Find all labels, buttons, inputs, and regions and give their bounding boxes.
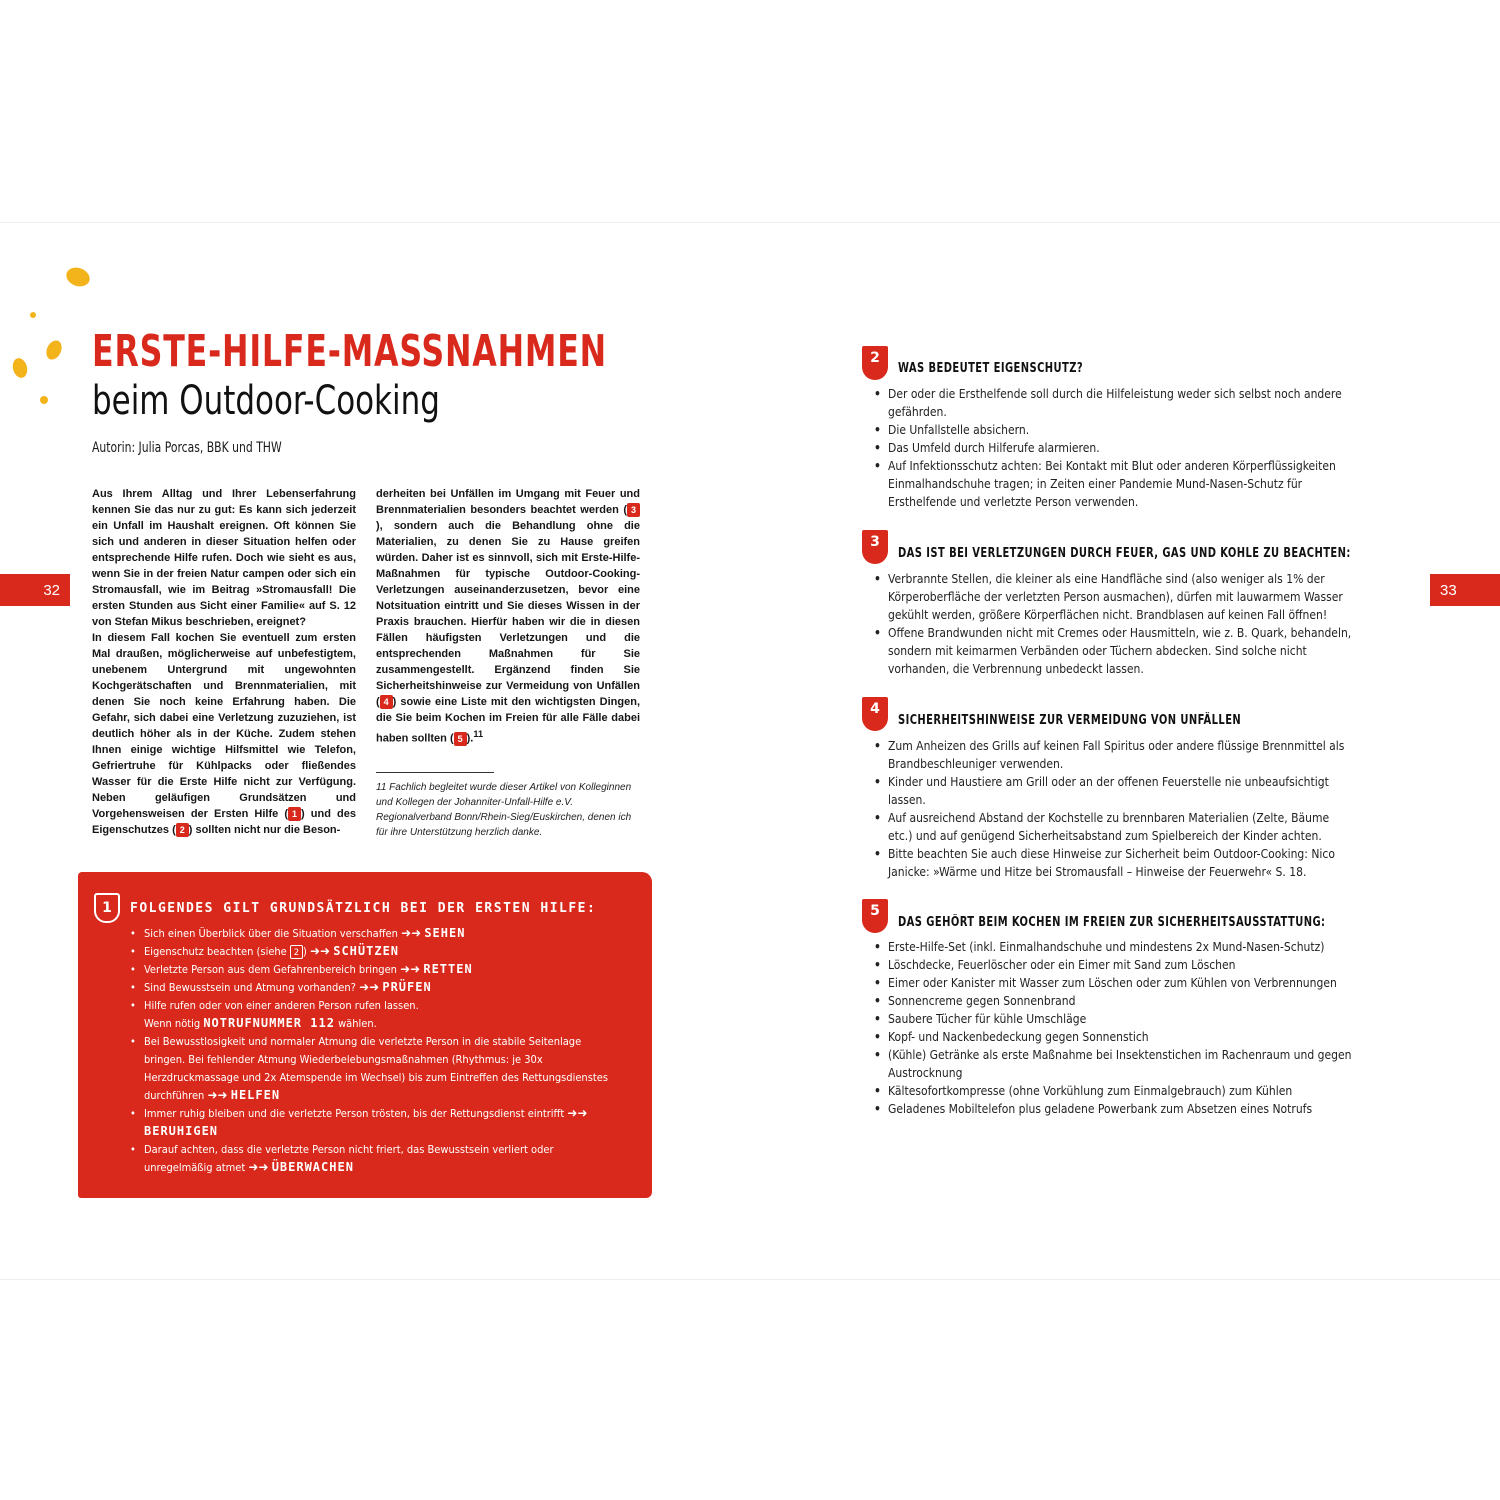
keyword: SEHEN bbox=[424, 926, 466, 940]
decor-dot bbox=[40, 396, 48, 404]
footnote-divider bbox=[376, 772, 494, 773]
footnote: 11 Fachlich begleitet wurde dieser Artikel von Kolleginnen und Kollegen der Johanniter-Unfall-Hilfe e.V. Regionalverband Bonn/Rhein-Sieg/Euskirchen, denen ich für ihre Unterstützung herzlich danke. bbox=[376, 782, 632, 838]
footnote-marker[interactable]: 11 bbox=[473, 729, 484, 739]
keyword: ÜBERWACHEN bbox=[271, 1160, 354, 1174]
section-heading: SICHERHEITSHINWEISE ZUR VERMEIDUNG VON UNFÄLLEN bbox=[898, 713, 1242, 728]
section-ref-badge[interactable]: 4 bbox=[380, 695, 393, 709]
list-item: • Kinder und Haustiere am Grill oder an der offenen Feuerstelle nie unbeaufsichtigt lassen. bbox=[872, 773, 1357, 809]
page-number-right: 33 bbox=[1430, 574, 1500, 606]
keyword: SCHÜTZEN bbox=[333, 944, 400, 958]
list-item: • Eigenschutz beachten (siehe 2 ) ➜➜ SCHÜTZEN bbox=[130, 943, 620, 961]
list-item: • Kältesofortkompresse (ohne Vorkühlung zum Einmalgebrauch) zum Kühlen bbox=[872, 1082, 1357, 1100]
section-list bbox=[872, 570, 1357, 678]
arrow-icon: ➜➜ bbox=[401, 926, 422, 940]
body-column-2 bbox=[376, 486, 640, 747]
page-title: ERSTE-HILFE-MASSNAHMEN bbox=[92, 326, 607, 377]
keyword: HELFEN bbox=[230, 1088, 281, 1102]
list-item: • Auf ausreichend Abstand der Kochstelle zu brennbaren Materialien (Zelte, Bäume etc.) und auf genügend Sicherheitsabstand zum Spielbereich der Kinder achten. bbox=[872, 809, 1357, 845]
section-ref-badge[interactable]: 1 bbox=[288, 807, 301, 821]
section-number-badge: 2 bbox=[862, 346, 888, 380]
arrow-icon: ➜➜ bbox=[248, 1160, 269, 1174]
page-subtitle: beim Outdoor-Cooking bbox=[92, 378, 440, 424]
author-line: Autorin: Julia Porcas, BBK und THW bbox=[92, 440, 282, 456]
list-item: • Geladenes Mobiltelefon plus geladene Powerbank zum Absetzen eines Notrufs bbox=[872, 1100, 1357, 1118]
decor-dot bbox=[30, 312, 36, 318]
body-paragraph: In diesem Fall kochen Sie eventuell zum ersten Mal draußen, möglicherweise auf unbefestigtem, unebenem Untergrund mit ungewohnten Kochgerätschaften und Brennmaterialien, mit denen Sie noch keine Erfahrung haben. Die Gefahr, sich dabei eine Verletzung zuzuziehen, ist deutlich höher als in der Küche. Zudem stehen Ihnen einige wichtige Hilfsmittel wie Telefon, Gefriertruhe für Kühlpacks oder fließendes Wasser für die Erste Hilfe nicht zur Verfügung. Neben geläufigen Grundsätzen und Vorgehensweisen der Ersten Hilfe ( 1 ) und des Eigenschutzes ( 2 ) sollten nicht nur die Beson- bbox=[92, 632, 357, 836]
section-list bbox=[872, 938, 1357, 1118]
page-number-left: 32 bbox=[0, 574, 70, 606]
list-item: • Immer ruhig bleiben und die verletzte Person trösten, bis der Rettungsdienst eintrifft ➜➜ BERUHIGEN bbox=[130, 1105, 620, 1141]
list-item: • Sonnencreme gegen Sonnenbrand bbox=[872, 992, 1357, 1010]
section-heading: DAS GEHÖRT BEIM KOCHEN IM FREIEN ZUR SICHERHEITSAUSSTATTUNG: bbox=[898, 915, 1326, 930]
list-item: • Eimer oder Kanister mit Wasser zum Löschen oder zum Kühlen von Verbrennungen bbox=[872, 974, 1357, 992]
list-item: • Das Umfeld durch Hilferufe alarmieren. bbox=[872, 439, 1342, 457]
section-list bbox=[872, 385, 1342, 511]
arrow-icon: ➜➜ bbox=[359, 980, 380, 994]
first-aid-list bbox=[130, 925, 620, 1177]
section-ref-badge[interactable]: 5 bbox=[454, 732, 467, 746]
section-ref-badge[interactable]: 2 bbox=[290, 945, 303, 959]
list-item: • Die Unfallstelle absichern. bbox=[872, 421, 1342, 439]
section-ref-badge[interactable]: 2 bbox=[176, 823, 189, 837]
section-list bbox=[872, 737, 1357, 881]
keyword: BERUHIGEN bbox=[144, 1124, 219, 1138]
arrow-icon: ➜➜ bbox=[207, 1088, 228, 1102]
list-item: • Offene Brandwunden nicht mit Cremes oder Hausmitteln, wie z. B. Quark, behandeln, sondern mit keimarmen Verbänden oder Tüchern abdecken. Sind solche nicht vorhanden, die Verbrennung unbedeckt lassen. bbox=[872, 624, 1357, 678]
emergency-number: NOTRUFNUMMER 112 bbox=[203, 1016, 335, 1030]
list-item: • Hilfe rufen oder von einer anderen Person rufen lassen. Wenn nötig NOTRUFNUMMER 112 wählen. bbox=[130, 997, 620, 1033]
list-item: • Sich einen Überblick über die Situation verschaffen ➜➜ SEHEN bbox=[130, 925, 620, 943]
list-item: • (Kühle) Getränke als erste Maßnahme bei Insektenstichen im Rachenraum und gegen Austrocknung bbox=[872, 1046, 1357, 1082]
list-item: • Zum Anheizen des Grills auf keinen Fall Spiritus oder andere flüssige Brennmittel als Brandbeschleuniger verwenden. bbox=[872, 737, 1357, 773]
keyword: RETTEN bbox=[423, 962, 473, 976]
list-item: • Auf Infektionsschutz achten: Bei Kontakt mit Blut oder anderen Körperflüssigkeiten Einmalhandschuhe tragen; in Zeiten einer Pandemie Mund-Nasen-Schutz für Ersthelfende und verletzte Person verwenden. bbox=[872, 457, 1342, 511]
section-ref-badge[interactable]: 3 bbox=[627, 503, 640, 517]
section-number-badge: 3 bbox=[862, 530, 888, 564]
list-item: • Kopf- und Nackenbedeckung gegen Sonnenstich bbox=[872, 1028, 1357, 1046]
body-paragraph: Aus Ihrem Alltag und Ihrer Lebenserfahrung kennen Sie das nur zu gut: Es kann sich jederzeit ein Unfall im Haushalt ereignen. Oft können Sie sich und anderen in dieser Situation helfen oder entsprechende Hilfe rufen. Doch wie sieht es aus, wenn Sie in der freien Natur campen oder sich ein Stromausfall, wie im Beitrag »Stromausfall! Die ersten Stunden aus Sicht einer Familie« auf S. 12 von Stefan Mikus beschrieben, ereignet? bbox=[92, 488, 356, 628]
section-number-badge: 1 bbox=[94, 893, 120, 923]
list-item: • Darauf achten, dass die verletzte Person nicht friert, das Bewusstsein verliert oder unregelmäßig atmet ➜➜ ÜBERWACHEN bbox=[130, 1141, 620, 1177]
list-item: • Bei Bewusstlosigkeit und normaler Atmung die verletzte Person in die stabile Seitenlage bringen. Bei fehlender Atmung Wiederbelebungsmaßnahmen (Rhythmus: je 30x Herzdruckmassage und 2x Atemspende im Wechsel) bis zum Eintreffen des Rettungsdienstes durchführen ➜➜ HELFEN bbox=[130, 1033, 620, 1105]
list-item: • Verletzte Person aus dem Gefahrenbereich bringen ➜➜ RETTEN bbox=[130, 961, 620, 979]
list-item: • Verbrannte Stellen, die kleiner als eine Handfläche sind (also weniger als 1% der Körperoberfläche der verletzten Person ausmachen), dürfen mit lauwarmem Wasser gekühlt werden, größere Körperflächen nicht. Brandblasen auf keinen Fall öffnen! bbox=[872, 570, 1357, 624]
first-aid-box-title: FOLGENDES GILT GRUNDSÄTZLICH BEI DER ERSTEN HILFE: bbox=[130, 901, 597, 916]
body-paragraph: derheiten bei Unfällen im Umgang mit Feuer und Brennmaterialien besonders beachtet werden ( 3), sondern auch die Behandlung ohne die Materialien, zu denen Sie zu Hause greifen würden. Daher ist es sinnvoll, sich mit Erste-Hilfe-Maßnahmen für typische Outdoor-Cooking-Verletzungen auseinanderzusetzen, bevor eine Notsituation eintritt und Sie dieses Wissen in der Praxis brauchen. Hierfür haben wir die in diesen Fällen häufigsten Verletzungen und die entsprechenden Maßnahmen für Sie zusammengestellt. Ergänzend finden Sie Sicherheitshinweise zur Vermeidung von Unfällen ( 4 ) sowie eine Liste mit den wichtigsten Dingen, die Sie beim Kochen im Freien für alle Fälle dabei haben sollten ( 5 ).$^{11}$ bbox=[376, 488, 640, 745]
keyword: PRÜFEN bbox=[382, 980, 432, 994]
section-heading: DAS IST BEI VERLETZUNGEN DURCH FEUER, GAS UND KOHLE ZU BEACHTEN: bbox=[898, 546, 1351, 561]
body-column-1 bbox=[92, 486, 356, 838]
list-item: • Der oder die Ersthelfende soll durch die Hilfeleistung weder sich selbst noch andere gefährden. bbox=[872, 385, 1342, 421]
list-item: • Saubere Tücher für kühle Umschläge bbox=[872, 1010, 1357, 1028]
arrow-icon: ➜➜ bbox=[309, 944, 331, 958]
list-item: • Bitte beachten Sie auch diese Hinweise zur Sicherheit beim Outdoor-Cooking: Nico Janicke: »Wärme und Hitze bei Stromausfall – Hinweise der Feuerwehr« S. 18. bbox=[872, 845, 1357, 881]
list-item: • Sind Bewusstsein und Atmung vorhanden? ➜➜ PRÜFEN bbox=[130, 979, 620, 997]
section-heading: WAS BEDEUTET EIGENSCHUTZ? bbox=[898, 361, 1084, 376]
section-number-badge: 5 bbox=[862, 899, 888, 933]
arrow-icon: ➜➜ bbox=[400, 962, 421, 976]
section-number-badge: 4 bbox=[862, 697, 888, 731]
list-item: • Erste-Hilfe-Set (inkl. Einmalhandschuhe und mindestens 2x Mund-Nasen-Schutz) bbox=[872, 938, 1357, 956]
arrow-icon: ➜➜ bbox=[567, 1106, 588, 1120]
list-item: • Löschdecke, Feuerlöscher oder ein Eimer mit Sand zum Löschen bbox=[872, 956, 1357, 974]
